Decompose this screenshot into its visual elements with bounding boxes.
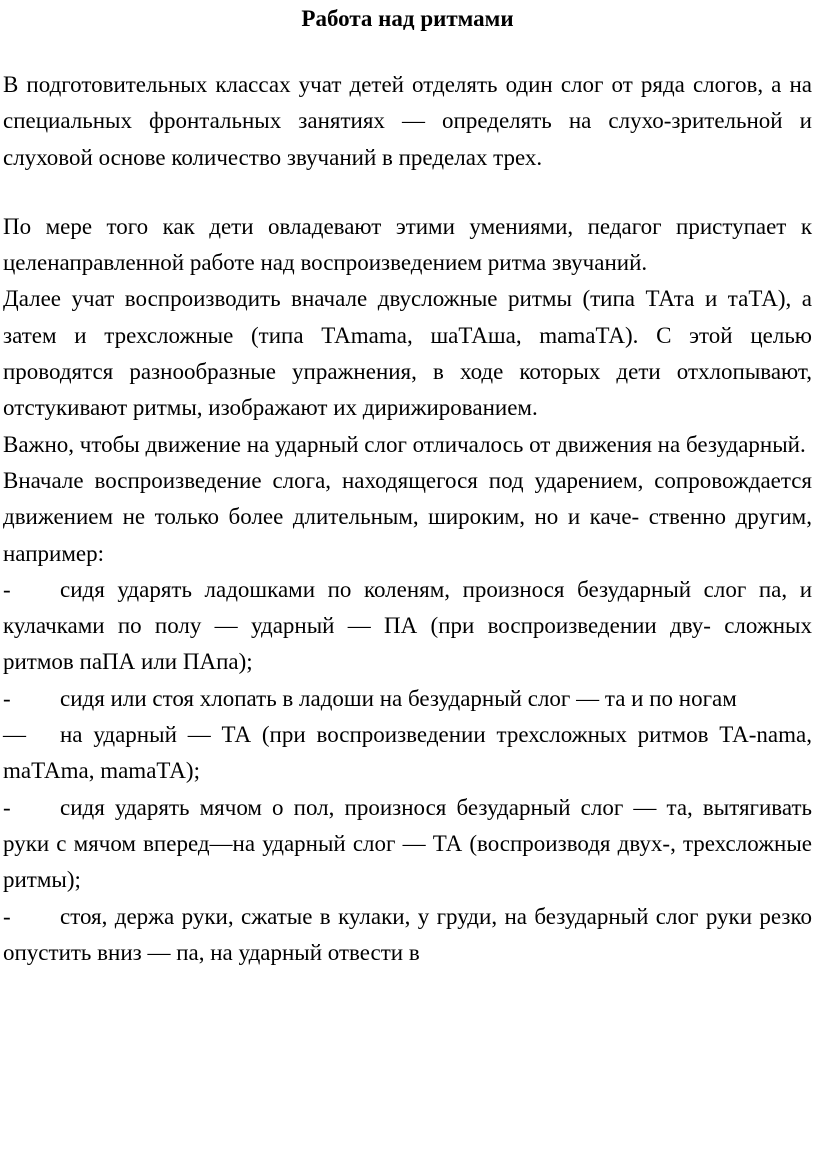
list-marker: - — [3, 794, 11, 820]
list-item-text: сидя или стоя хлопать в ладоши на безударный слог — та и по ногам — [60, 685, 737, 711]
list-item-text: на ударный — ТА (при воспроизведении трехсложных ритмов ТА-nаmа, mаТАmа, mаmаТА); — [3, 722, 812, 784]
paragraph-3: Далее учат воспроизводить вначале двусложные ритмы (типа ТАта и таТА), а затем и трехсложные (типа ТАmаmа, шаТАша, mаmаТА). С этой целью проводятся разнообразные упражнения, в ходе которых дети отхлопывают, отстукивают ритмы, изображают их дирижированием. — [3, 286, 812, 421]
list-item — [3, 717, 812, 790]
paragraph-1: В подготовительных классах учат детей отделять один слог от ряда слогов, а на специальных фронтальных занятиях — определять на слухо-зрительной и слуховой основе количество звучаний в пределах трех. — [3, 72, 812, 170]
paragraph-4: Важно, чтобы движение на ударный слог отличалось от движения на безударный. — [3, 431, 806, 457]
list-item-text: сидя ударять ладошками по коленям, произнося безударный слог па, и кулачками по полу — ударный — ПА (при воспроизведении дву- сложных ритмов паПА или ПАпа); — [3, 576, 812, 675]
list-item — [3, 681, 812, 717]
list-marker: - — [3, 685, 11, 711]
list-item — [3, 572, 812, 681]
list-marker: - — [3, 576, 11, 602]
paragraph-2: По мере того как дети овладевают этими умениями, педагог приступает к целенаправленной работе над воспроизведением ритма звучаний. — [3, 213, 812, 276]
list-marker: — — [3, 722, 26, 748]
list-item — [3, 899, 812, 972]
paragraph-5: Вначале воспроизведение слога, находящегося под ударением, сопровождается движением не только более длительным, широким, но и каче- ственно другим, например: — [3, 467, 812, 566]
list-item-text: стоя, держа руки, сжатые в кулаки, у груди, на безударный слог руки резко опустить вниз — па, на ударный отвести в — [3, 903, 812, 965]
list-item-text: сидя ударять мячом о пол, произнося безударный слог — та, вытягивать руки с мячом вперед—на ударный слог — ТА (воспроизводя двух-, трехсложные ритмы); — [3, 794, 812, 893]
document-title: Работа над ритмами — [301, 6, 514, 31]
list-marker: - — [3, 903, 11, 929]
list-item — [3, 790, 812, 899]
